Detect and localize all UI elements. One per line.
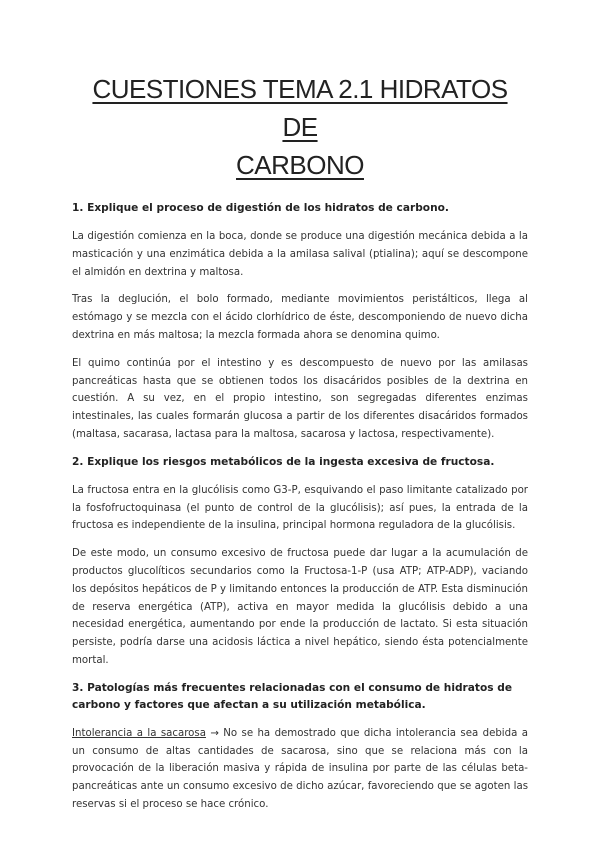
paragraph-6 xyxy=(72,725,528,814)
paragraph-5: De este modo, un consumo excesivo de fructosa puede dar lugar a la acumulación de productos glucolíticos secundarios como la Fructosa-1-P (usa ATP; ATP-ADP), vaciando los depósitos hepáticos de P y limitando entonces la producción de ATP. Esta disminución de reserva energética (ATP), activa en mayor medida la glucólisis debido a una necesidad energética, aumentando por ende la producción de lactato. Si esta situación persiste, podría darse una acidosis láctica a nivel hepático, siendo ésta potencialmente mortal. xyxy=(72,548,528,666)
title-line-2: CARBONO xyxy=(236,150,364,180)
question-2: 2. Explique los riesgos metabólicos de la ingesta excesiva de fructosa. xyxy=(72,455,495,468)
paragraph-6-label: Intolerancia a la sacarosa xyxy=(72,727,206,739)
page-title xyxy=(72,70,528,184)
paragraph-6-text: → No se ha demostrado que dicha intolerancia sea debida a un consumo de altas cantidades de sacarosa, sino que se relaciona más con la provocación de la liberación masiva y rápida de insulina por parte de las células beta-pancreáticas ante un consumo excesivo de dicho azúcar, favoreciendo que se agoten las reservas si el proceso se hace crónico. xyxy=(72,727,528,810)
paragraph-4: La fructosa entra en la glucólisis como G3-P, esquivando el paso limitante catalizado por la fosfofructoquinasa (el punto de control de la glucólisis); así pues, la entrada de la fructosa es independiente de la insulina, principal hormona reguladora de la glucólisis. xyxy=(72,484,528,532)
title-line-1: CUESTIONES TEMA 2.1 HIDRATOS DE xyxy=(92,74,508,142)
question-1: 1. Explique el proceso de digestión de los hidratos de carbono. xyxy=(72,202,449,214)
paragraph-2: Tras la deglución, el bolo formado, mediante movimientos peristálticos, llega al estómago y se mezcla con el ácido clorhídrico de éste, descomponiendo de nuevo dicha dextrina en más maltosa; la mezcla formada ahora se denomina quimo. xyxy=(72,294,528,341)
question-3: 3. Patologías más frecuentes relacionadas con el consumo de hidratos de carbono y factores que afectan a su utilización metabólica. xyxy=(72,681,513,711)
paragraph-3: El quimo continúa por el intestino y es descompuesto de nuevo por las amilasas pancreáticas hasta que se obtienen todos los disacáridos posibles de la dextrina en cuestión. A su vez, en el propio intestino, son segregadas diferentes enzimas intestinales, las cuales formarán glucosa a partir de los diferentes disacáridos formados (maltasa, sacarasa, lactasa para la maltosa, sacarosa y lactosa, respectivamente). xyxy=(72,357,528,440)
paragraph-1: La digestión comienza en la boca, donde se produce una digestión mecánica debida a la masticación y una enzimática debida a la amilasa salival (ptialina); aquí se descompone el almidón en dextrina y maltosa. xyxy=(72,231,528,278)
